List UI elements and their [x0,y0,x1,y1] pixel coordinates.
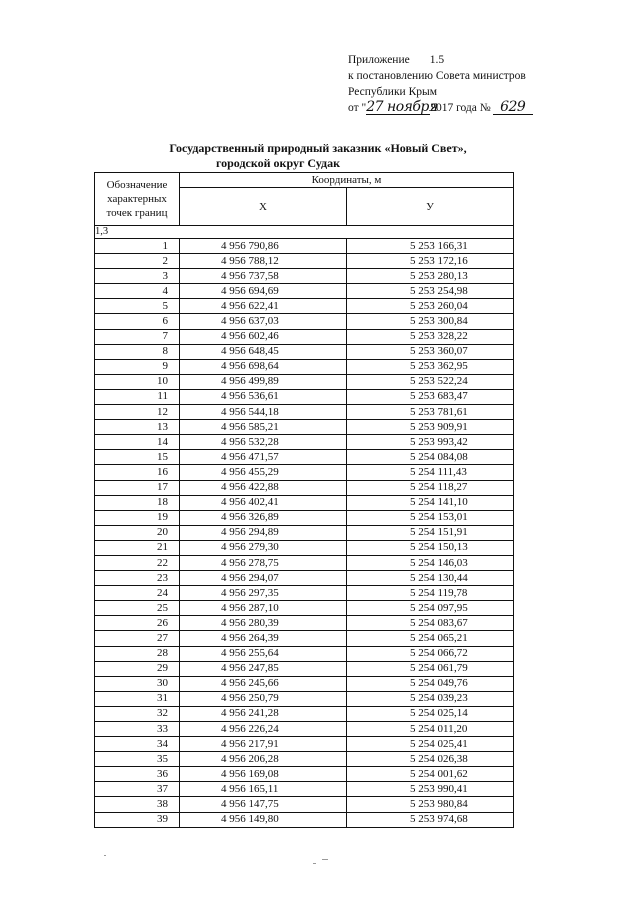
resolution-line: к постановлению Совета министров [348,70,526,82]
coord-x: 4 956 147,75 [180,797,347,812]
coord-x: 4 956 788,12 [180,254,347,269]
point-number: 27 [95,631,180,646]
coord-y: 5 253 280,13 [347,269,514,284]
table-row [95,676,514,691]
coord-y: 5 254 151,91 [347,525,514,540]
point-number: 1 [95,239,180,254]
point-number: 12 [95,405,180,420]
coord-x: 4 956 264,39 [180,631,347,646]
point-number: 18 [95,495,180,510]
date-prefix: от " [348,102,367,114]
coord-y: 5 254 049,76 [347,676,514,691]
coord-x: 4 956 422,88 [180,480,347,495]
header-coordinates: Координаты, м [180,173,514,188]
point-number: 2 [95,254,180,269]
table-row [95,510,514,525]
point-number: 20 [95,525,180,540]
table-row [95,239,514,254]
coord-x: 4 956 245,66 [180,676,347,691]
table-row [95,314,514,329]
point-number: 23 [95,571,180,586]
coord-y: 5 253 781,61 [347,405,514,420]
scan-specks [0,855,640,865]
table-row [95,405,514,420]
coordinates-table [94,172,514,828]
coord-y: 5 254 065,21 [347,631,514,646]
coord-y: 5 253 328,22 [347,329,514,344]
point-number: 28 [95,646,180,661]
table-row [95,525,514,540]
coord-y: 5 253 993,42 [347,435,514,450]
point-number: 34 [95,737,180,752]
coord-y: 5 254 066,72 [347,646,514,661]
point-number: 31 [95,691,180,706]
table-row [95,752,514,767]
table-row [95,812,514,827]
section-row [95,226,514,239]
table-row [95,571,514,586]
coord-y: 5 253 362,95 [347,359,514,374]
header-x: X [180,188,347,226]
coord-y: 5 253 360,07 [347,344,514,359]
table-row [95,284,514,299]
coord-y: 5 253 166,31 [347,239,514,254]
table-row [95,389,514,404]
point-number: 5 [95,299,180,314]
table-row [95,555,514,570]
coord-x: 4 956 790,86 [180,239,347,254]
table-row [95,722,514,737]
coord-y: 5 253 172,16 [347,254,514,269]
document-subtitle: городской округ Судак [215,156,341,170]
point-number: 8 [95,344,180,359]
coord-x: 4 956 294,89 [180,525,347,540]
coord-x: 4 956 471,57 [180,450,347,465]
point-number: 37 [95,782,180,797]
point-number: 24 [95,586,180,601]
point-number: 15 [95,450,180,465]
coord-x: 4 956 532,28 [180,435,347,450]
coord-x: 4 956 241,28 [180,706,347,721]
table-row [95,540,514,555]
point-number: 25 [95,601,180,616]
coord-x: 4 956 698,64 [180,359,347,374]
table-row [95,435,514,450]
coord-x: 4 956 536,61 [180,389,347,404]
coord-y: 5 254 039,23 [347,691,514,706]
coord-y: 5 254 141,10 [347,495,514,510]
appendix-line [348,52,533,68]
section-label: 1,3 [95,226,514,239]
table-row [95,465,514,480]
point-number: 32 [95,706,180,721]
date-suffix: 2017 года № [430,102,491,114]
point-number: 13 [95,420,180,435]
coord-y: 5 254 153,01 [347,510,514,525]
table-row [95,254,514,269]
coord-x: 4 956 737,58 [180,269,347,284]
coord-x: 4 956 255,64 [180,646,347,661]
republic-line: Республики Крым [348,86,437,98]
point-number: 38 [95,797,180,812]
coord-x: 4 956 499,89 [180,374,347,389]
date-line [348,100,533,116]
table-row [95,797,514,812]
coord-y: 5 254 011,20 [347,722,514,737]
coord-y: 5 253 300,84 [347,314,514,329]
coord-y: 5 253 683,47 [347,389,514,404]
coord-x: 4 956 149,80 [180,812,347,827]
point-number: 14 [95,435,180,450]
coord-x: 4 956 280,39 [180,616,347,631]
header-points-label: Обозначение характерных точек границ [95,173,180,226]
table-row [95,269,514,284]
table-row [95,737,514,752]
table-row [95,601,514,616]
point-number: 19 [95,510,180,525]
speck [104,855,106,856]
point-number: 26 [95,616,180,631]
speck [322,859,328,860]
table-row [95,359,514,374]
coord-x: 4 956 217,91 [180,737,347,752]
point-number: 17 [95,480,180,495]
table-row [95,691,514,706]
coord-x: 4 956 694,69 [180,284,347,299]
coord-x: 4 956 637,03 [180,314,347,329]
coord-y: 5 254 119,78 [347,586,514,601]
point-number: 16 [95,465,180,480]
coord-x: 4 956 544,18 [180,405,347,420]
point-number: 30 [95,676,180,691]
point-number: 33 [95,722,180,737]
coord-x: 4 956 169,08 [180,767,347,782]
point-number: 36 [95,767,180,782]
coord-x: 4 956 585,21 [180,420,347,435]
coord-x: 4 956 165,11 [180,782,347,797]
table-row [95,299,514,314]
coord-y: 5 254 146,03 [347,555,514,570]
table-row [95,480,514,495]
coord-x: 4 956 602,46 [180,329,347,344]
coord-x: 4 956 279,30 [180,540,347,555]
coord-y: 5 253 909,91 [347,420,514,435]
point-number: 39 [95,812,180,827]
point-number: 9 [95,359,180,374]
point-number: 3 [95,269,180,284]
coord-x: 4 956 287,10 [180,601,347,616]
table-row [95,706,514,721]
table-row [95,616,514,631]
point-number: 10 [95,374,180,389]
point-number: 7 [95,329,180,344]
table-row [95,420,514,435]
point-number: 35 [95,752,180,767]
coord-y: 5 254 026,38 [347,752,514,767]
coord-y: 5 254 150,13 [347,540,514,555]
coord-x: 4 956 226,24 [180,722,347,737]
coord-y: 5 254 130,44 [347,571,514,586]
coord-x: 4 956 326,89 [180,510,347,525]
coord-y: 5 253 980,84 [347,797,514,812]
appendix-number: 1.5 [429,54,445,66]
coord-y: 5 253 990,41 [347,782,514,797]
coord-x: 4 956 402,41 [180,495,347,510]
appendix-label: Приложение [348,54,410,66]
coord-x: 4 956 622,41 [180,299,347,314]
coord-x: 4 956 297,35 [180,586,347,601]
coord-x: 4 956 455,29 [180,465,347,480]
point-number: 29 [95,661,180,676]
point-number: 22 [95,555,180,570]
coord-y: 5 254 001,62 [347,767,514,782]
coord-y: 5 254 025,41 [347,737,514,752]
coord-x: 4 956 648,45 [180,344,347,359]
coord-y: 5 254 111,43 [347,465,514,480]
coord-x: 4 956 294,07 [180,571,347,586]
coord-y: 5 254 097,95 [347,601,514,616]
table-row [95,495,514,510]
speck [313,863,316,864]
coord-x: 4 956 278,75 [180,555,347,570]
coord-y: 5 253 974,68 [347,812,514,827]
coord-y: 5 254 083,67 [347,616,514,631]
table-row [95,344,514,359]
coord-x: 4 956 250,79 [180,691,347,706]
coord-y: 5 253 260,04 [347,299,514,314]
table-row [95,767,514,782]
table-row [95,374,514,389]
table-row [95,586,514,601]
handwritten-date: 27 ноября [366,99,438,115]
coord-y: 5 253 522,24 [347,374,514,389]
table-row [95,450,514,465]
coord-y: 5 253 254,98 [347,284,514,299]
table-row [95,329,514,344]
table-row [95,646,514,661]
table-row [95,631,514,646]
coord-y: 5 254 061,79 [347,661,514,676]
point-number: 4 [95,284,180,299]
handwritten-number: 629 [493,101,533,115]
point-number: 6 [95,314,180,329]
point-number: 21 [95,540,180,555]
table-row [95,782,514,797]
point-number: 11 [95,389,180,404]
coord-y: 5 254 118,27 [347,480,514,495]
header-y: У [347,188,514,226]
coord-y: 5 254 084,08 [347,450,514,465]
coord-y: 5 254 025,14 [347,706,514,721]
coord-x: 4 956 206,28 [180,752,347,767]
table-row [95,661,514,676]
coord-x: 4 956 247,85 [180,661,347,676]
document-header [348,52,533,116]
document-title: Государственный природный заказник «Новый Свет», [169,141,467,155]
